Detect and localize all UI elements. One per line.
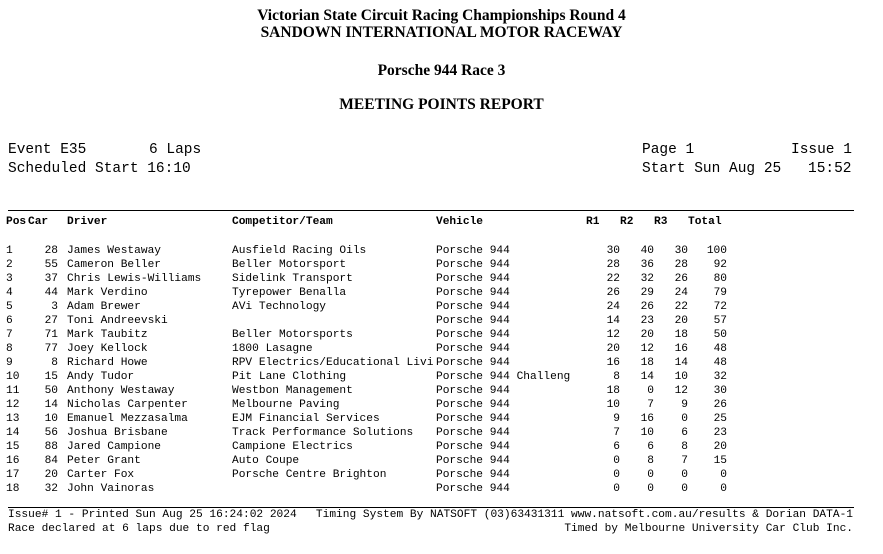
cell-r2: 40 <box>640 245 654 257</box>
cell-r3: 28 <box>674 259 688 271</box>
cell-r3: 30 <box>674 245 688 257</box>
col-r1: R1 <box>586 216 600 228</box>
table-row <box>6 398 727 412</box>
cell-total: 20 <box>713 441 727 453</box>
cell-r2: 8 <box>647 455 654 467</box>
cell-driver: Adam Brewer <box>67 301 141 313</box>
cell-r1: 14 <box>606 315 620 327</box>
cell-team: RPV Electrics/Educational Livi <box>232 357 434 369</box>
cell-r1: 26 <box>606 287 620 299</box>
cell-r1: 0 <box>613 483 620 495</box>
cell-vehicle: Porsche 944 <box>436 427 510 439</box>
cell-pos: 14 <box>6 427 20 439</box>
cell-r2: 12 <box>640 343 654 355</box>
cell-vehicle: Porsche 944 <box>436 343 510 355</box>
cell-total: 92 <box>713 259 727 271</box>
cell-r3: 8 <box>681 441 688 453</box>
cell-r3: 0 <box>681 483 688 495</box>
cell-vehicle: Porsche 944 <box>436 315 510 327</box>
table-row <box>6 482 727 496</box>
cell-r2: 23 <box>640 315 654 327</box>
cell-car: 28 <box>44 245 58 257</box>
cell-car: 37 <box>44 273 58 285</box>
cell-total: 48 <box>713 357 727 369</box>
cell-car: 8 <box>51 357 58 369</box>
cell-total: 30 <box>713 385 727 397</box>
cell-driver: Chris Lewis-Williams <box>67 273 202 285</box>
cell-driver: Carter Fox <box>67 469 135 481</box>
cell-total: 25 <box>713 413 727 425</box>
cell-r2: 10 <box>640 427 654 439</box>
cell-driver: Peter Grant <box>67 455 141 467</box>
cell-r3: 20 <box>674 315 688 327</box>
cell-r3: 26 <box>674 273 688 285</box>
cell-total: 15 <box>713 455 727 467</box>
cell-pos: 12 <box>6 399 20 411</box>
cell-car: 50 <box>44 385 58 397</box>
cell-car: 56 <box>44 427 58 439</box>
cell-r2: 32 <box>640 273 654 285</box>
cell-total: 57 <box>713 315 727 327</box>
table-row <box>6 258 727 272</box>
cell-car: 77 <box>44 343 58 355</box>
cell-vehicle: Porsche 944 <box>436 259 510 271</box>
cell-r2: 6 <box>647 441 654 453</box>
cell-team: Track Performance Solutions <box>232 427 414 439</box>
results-table <box>6 215 727 496</box>
cell-pos: 9 <box>6 357 13 369</box>
col-team: Competitor/Team <box>232 216 333 228</box>
table-row <box>6 468 727 482</box>
cell-team: Beller Motorsport <box>232 259 347 271</box>
table-row <box>6 300 727 314</box>
cell-team: AVi Technology <box>232 301 326 313</box>
cell-team: Sidelink Transport <box>232 273 353 285</box>
cell-pos: 10 <box>6 371 20 383</box>
cell-vehicle: Porsche 944 <box>436 455 510 467</box>
table-row <box>6 328 727 342</box>
cell-team: Westbon Management <box>232 385 353 397</box>
cell-total: 72 <box>713 301 727 313</box>
cell-r1: 24 <box>606 301 620 313</box>
cell-car: 55 <box>44 259 58 271</box>
col-pos: Pos <box>6 216 27 228</box>
header-rule <box>8 210 854 211</box>
actual-start-time: 15:52 <box>808 161 852 177</box>
cell-car: 84 <box>44 455 58 467</box>
cell-pos: 3 <box>6 273 13 285</box>
report-title-line2: SANDOWN INTERNATIONAL MOTOR RACEWAY <box>260 24 623 41</box>
cell-team: Pit Lane Clothing <box>232 371 347 383</box>
cell-r3: 7 <box>681 455 688 467</box>
printed-info: Issue# 1 - Printed Sun Aug 25 16:24:02 2024 <box>8 509 297 521</box>
cell-r1: 0 <box>613 469 620 481</box>
cell-r3: 12 <box>674 385 688 397</box>
cell-r2: 16 <box>640 413 654 425</box>
cell-team <box>232 482 436 496</box>
cell-total: 80 <box>713 273 727 285</box>
cell-r1: 12 <box>606 329 620 341</box>
cell-driver: Emanuel Mezzasalma <box>67 413 188 425</box>
table-row <box>6 384 727 398</box>
cell-vehicle: Porsche 944 <box>436 469 510 481</box>
table-row <box>6 356 727 370</box>
cell-vehicle: Porsche 944 <box>436 441 510 453</box>
cell-pos: 16 <box>6 455 20 467</box>
cell-driver: Toni Andreevski <box>67 315 168 327</box>
table-header-row <box>6 215 727 230</box>
cell-driver: Joshua Brisbane <box>67 427 168 439</box>
cell-driver: Anthony Westaway <box>67 385 175 397</box>
cell-pos: 4 <box>6 287 13 299</box>
report-name: MEETING POINTS REPORT <box>339 96 544 113</box>
cell-r2: 0 <box>647 483 654 495</box>
cell-r1: 7 <box>613 427 620 439</box>
cell-r2: 18 <box>640 357 654 369</box>
table-row <box>6 244 727 258</box>
cell-total: 23 <box>713 427 727 439</box>
cell-r1: 18 <box>606 385 620 397</box>
table-row <box>6 454 727 468</box>
cell-vehicle: Porsche 944 <box>436 301 510 313</box>
cell-driver: Cameron Beller <box>67 259 161 271</box>
cell-vehicle: Porsche 944 <box>436 273 510 285</box>
cell-pos: 17 <box>6 469 20 481</box>
page-number: Page 1 <box>642 142 695 158</box>
cell-pos: 18 <box>6 483 20 495</box>
footer-rule <box>8 507 854 508</box>
cell-r2: 7 <box>647 399 654 411</box>
cell-driver: James Westaway <box>67 245 161 257</box>
cell-total: 26 <box>713 399 727 411</box>
table-row <box>6 314 727 328</box>
cell-vehicle: Porsche 944 <box>436 385 510 397</box>
cell-r2: 14 <box>640 371 654 383</box>
cell-team <box>232 314 436 328</box>
cell-r3: 18 <box>674 329 688 341</box>
cell-car: 27 <box>44 315 58 327</box>
col-driver: Driver <box>67 216 108 228</box>
cell-r1: 0 <box>613 455 620 467</box>
cell-car: 20 <box>44 469 58 481</box>
cell-r3: 0 <box>681 469 688 481</box>
cell-r3: 14 <box>674 357 688 369</box>
cell-car: 15 <box>44 371 58 383</box>
cell-driver: Andy Tudor <box>67 371 135 383</box>
cell-driver: Mark Verdino <box>67 287 148 299</box>
cell-r3: 22 <box>674 301 688 313</box>
cell-car: 32 <box>44 483 58 495</box>
cell-car: 88 <box>44 441 58 453</box>
cell-vehicle: Porsche 944 <box>436 413 510 425</box>
race-note: Race declared at 6 laps due to red flag <box>8 523 270 535</box>
cell-pos: 13 <box>6 413 20 425</box>
cell-pos: 7 <box>6 329 13 341</box>
cell-team: Auto Coupe <box>232 455 300 467</box>
col-r2: R2 <box>620 216 634 228</box>
table-row <box>6 272 727 286</box>
cell-r3: 9 <box>681 399 688 411</box>
cell-r2: 0 <box>647 469 654 481</box>
cell-pos: 1 <box>6 245 13 257</box>
cell-r2: 0 <box>647 385 654 397</box>
report-title-line1: Victorian State Circuit Racing Championships Round 4 <box>257 7 626 24</box>
table-row <box>6 426 727 440</box>
cell-total: 0 <box>720 483 727 495</box>
table-row <box>6 342 727 356</box>
cell-team: Ausfield Racing Oils <box>232 245 367 257</box>
table-row <box>6 412 727 426</box>
cell-pos: 15 <box>6 441 20 453</box>
cell-team: Tyrepower Benalla <box>232 287 347 299</box>
cell-r2: 26 <box>640 301 654 313</box>
event-laps: 6 Laps <box>149 142 202 158</box>
cell-pos: 6 <box>6 315 13 327</box>
cell-pos: 2 <box>6 259 13 271</box>
cell-car: 14 <box>44 399 58 411</box>
col-total: Total <box>688 216 722 228</box>
cell-vehicle: Porsche 944 Challeng <box>436 371 571 383</box>
cell-total: 32 <box>713 371 727 383</box>
col-r3: R3 <box>654 216 668 228</box>
cell-r1: 6 <box>613 441 620 453</box>
cell-r3: 10 <box>674 371 688 383</box>
cell-vehicle: Porsche 944 <box>436 287 510 299</box>
cell-pos: 8 <box>6 343 13 355</box>
cell-r3: 24 <box>674 287 688 299</box>
cell-driver: Richard Howe <box>67 357 148 369</box>
cell-pos: 5 <box>6 301 13 313</box>
table-row <box>6 440 727 454</box>
cell-driver: Joey Kellock <box>67 343 148 355</box>
cell-total: 50 <box>713 329 727 341</box>
cell-total: 0 <box>720 469 727 481</box>
col-vehicle: Vehicle <box>436 216 483 228</box>
cell-total: 100 <box>706 245 727 257</box>
timing-system-info: Timing System By NATSOFT (03)63431311 www.natsoft.com.au/results & Dorian DATA-1 <box>315 509 853 521</box>
cell-r2: 29 <box>640 287 654 299</box>
timed-by: Timed by Melbourne University Car Club Inc. <box>564 523 853 535</box>
issue-number: Issue 1 <box>791 142 852 158</box>
actual-start: Start Sun Aug 25 <box>642 161 782 177</box>
cell-driver: John Vainoras <box>67 483 155 495</box>
cell-r3: 0 <box>681 413 688 425</box>
cell-r1: 9 <box>613 413 620 425</box>
cell-r1: 20 <box>606 343 620 355</box>
cell-r3: 6 <box>681 427 688 439</box>
race-name: Porsche 944 Race 3 <box>377 62 506 79</box>
cell-vehicle: Porsche 944 <box>436 399 510 411</box>
cell-r1: 22 <box>606 273 620 285</box>
cell-total: 79 <box>713 287 727 299</box>
scheduled-start: Scheduled Start 16:10 <box>8 161 191 177</box>
event-number: Event E35 <box>8 142 87 158</box>
cell-car: 44 <box>44 287 58 299</box>
cell-vehicle: Porsche 944 <box>436 357 510 369</box>
cell-team: 1800 Lasagne <box>232 343 313 355</box>
table-row <box>6 286 727 300</box>
cell-total: 48 <box>713 343 727 355</box>
cell-team: Beller Motorsports <box>232 329 353 341</box>
cell-r1: 28 <box>606 259 620 271</box>
cell-car: 10 <box>44 413 58 425</box>
table-row <box>6 370 727 384</box>
cell-vehicle: Porsche 944 <box>436 245 510 257</box>
cell-team: Porsche Centre Brighton <box>232 469 387 481</box>
col-car: Car <box>28 216 49 228</box>
cell-car: 3 <box>51 301 58 313</box>
cell-r2: 20 <box>640 329 654 341</box>
cell-vehicle: Porsche 944 <box>436 483 510 495</box>
cell-r1: 16 <box>606 357 620 369</box>
cell-team: EJM Financial Services <box>232 413 380 425</box>
cell-driver: Jared Campione <box>67 441 161 453</box>
cell-team: Campione Electrics <box>232 441 353 453</box>
cell-vehicle: Porsche 944 <box>436 329 510 341</box>
cell-r1: 8 <box>613 371 620 383</box>
cell-driver: Mark Taubitz <box>67 329 148 341</box>
cell-driver: Nicholas Carpenter <box>67 399 188 411</box>
cell-r2: 36 <box>640 259 654 271</box>
cell-car: 71 <box>44 329 58 341</box>
cell-pos: 11 <box>6 385 20 397</box>
cell-r1: 30 <box>606 245 620 257</box>
cell-r1: 10 <box>606 399 620 411</box>
cell-r3: 16 <box>674 343 688 355</box>
cell-team: Melbourne Paving <box>232 399 340 411</box>
